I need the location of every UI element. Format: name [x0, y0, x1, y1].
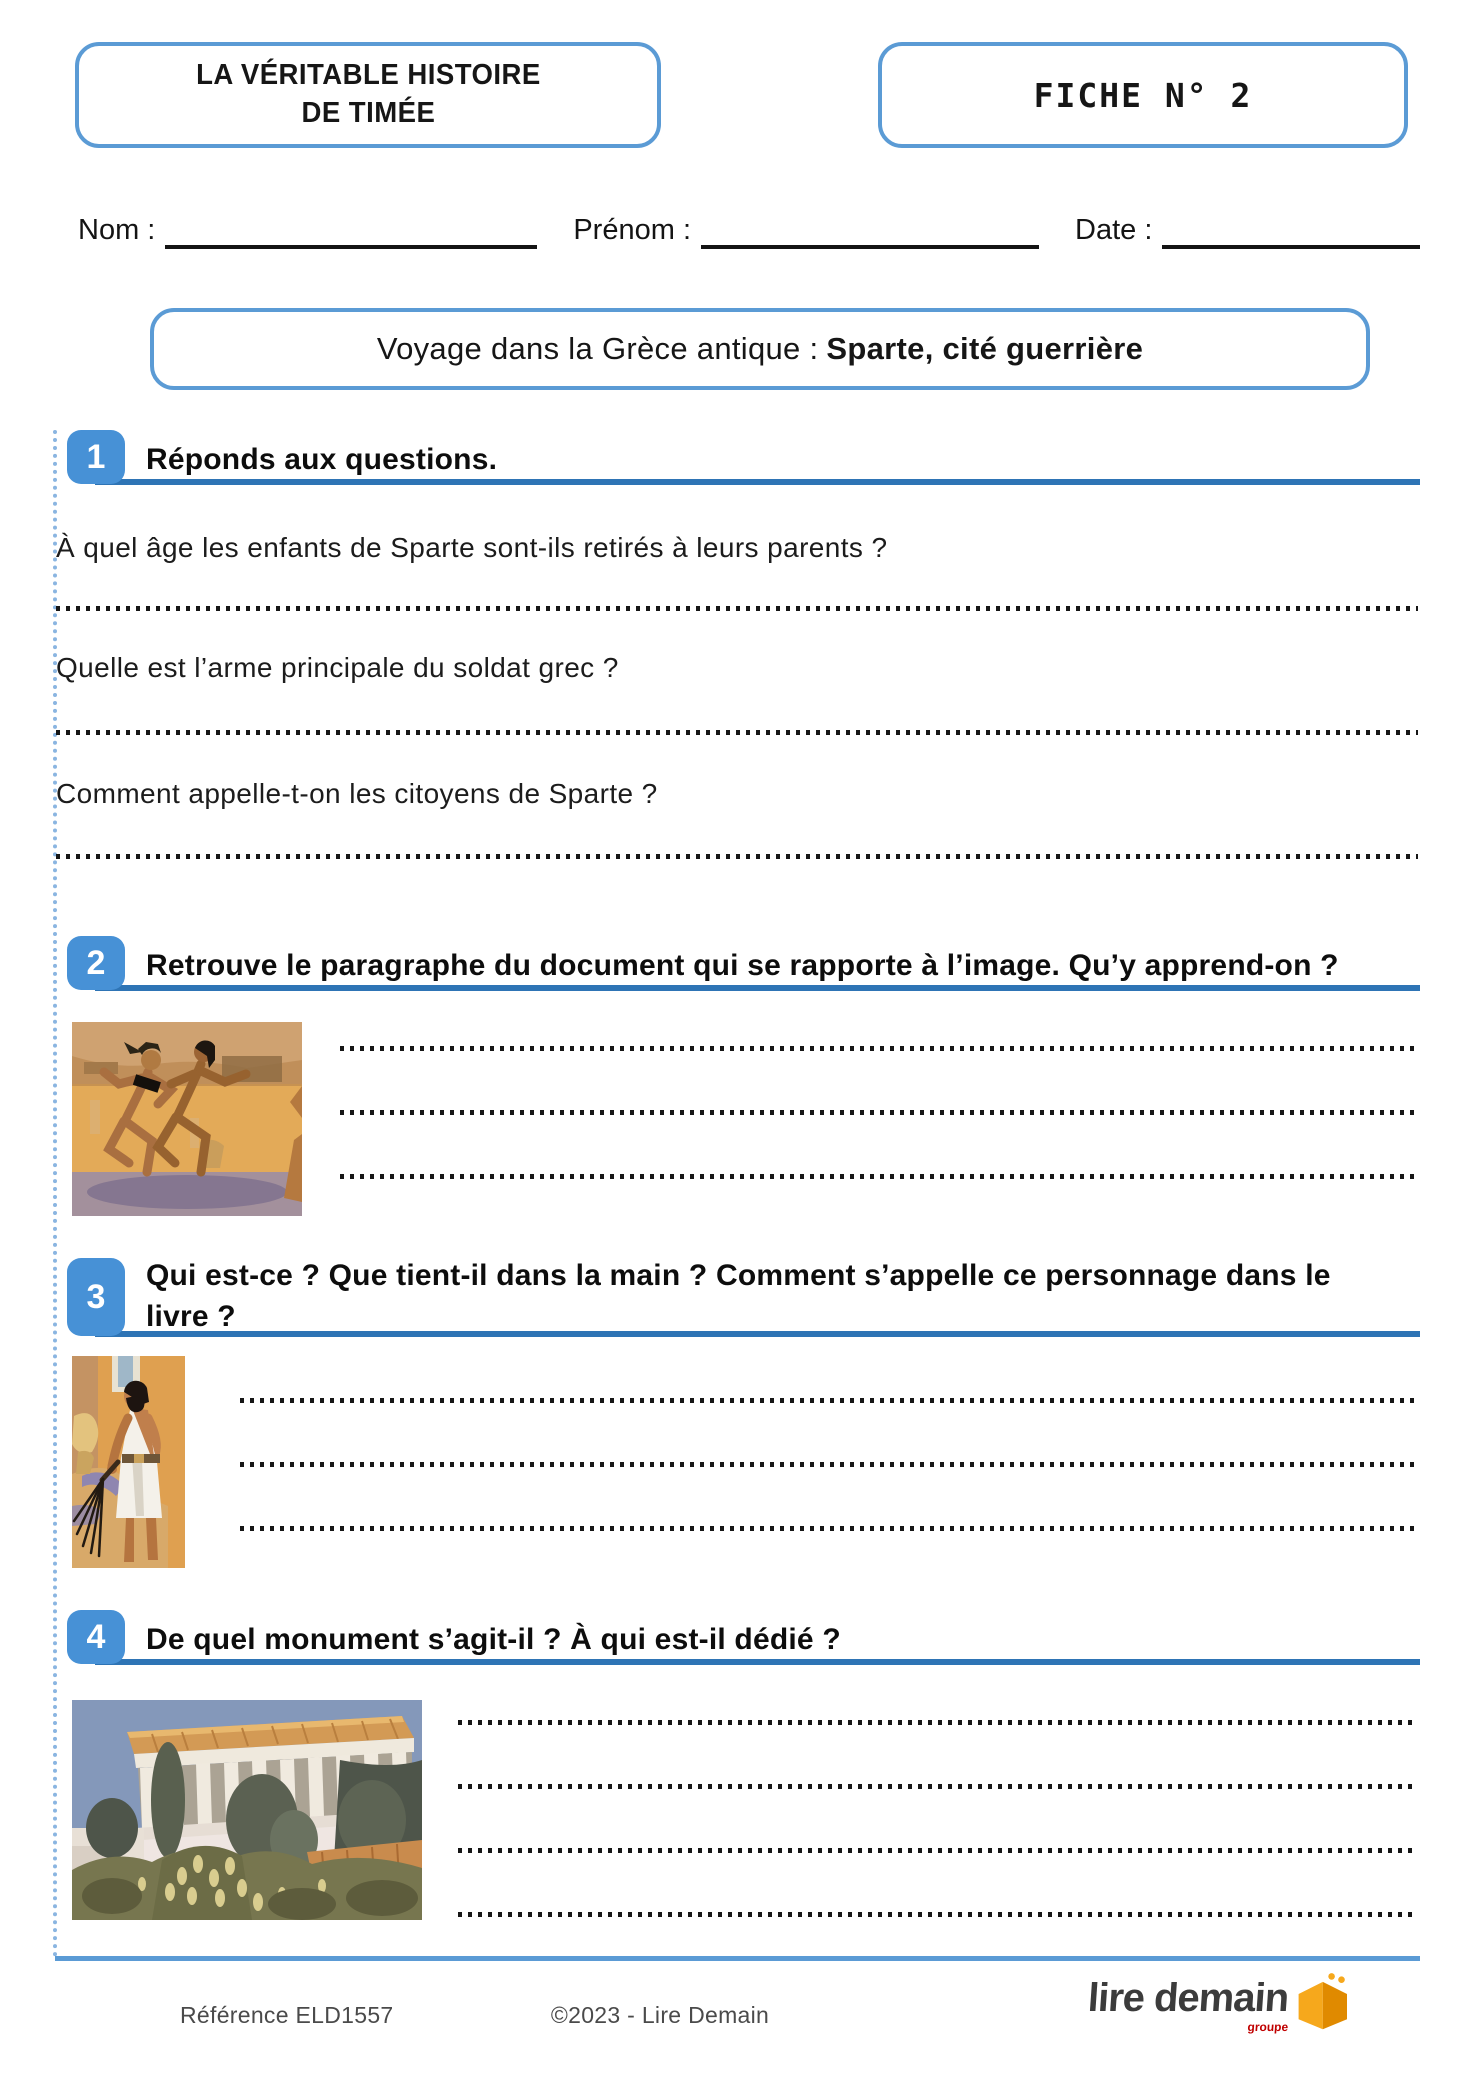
answer-line	[56, 854, 1418, 859]
worksheet-title-box	[150, 308, 1370, 390]
question-1: À quel âge les enfants de Sparte sont-ils retirés à leurs parents ?	[56, 532, 888, 563]
publisher-logo-subtext: groupe	[1247, 2020, 1289, 2034]
answer-line	[340, 1174, 1418, 1179]
date-blank-line	[1162, 215, 1420, 249]
section-4-title: De quel monument s’agit-il ? À qui est-il dédié ?	[146, 1623, 841, 1656]
prenom-blank-line	[701, 215, 1039, 249]
worksheet-title-emphasis: Sparte, cité guerrière	[826, 331, 1144, 366]
section-1-badge	[67, 430, 125, 484]
section-4-badge	[67, 1610, 125, 1664]
open-book-icon	[1292, 1972, 1358, 2038]
book-title-line2: DE TIMÉE	[301, 97, 435, 129]
answer-line	[240, 1398, 1418, 1403]
answer-line	[458, 1912, 1416, 1917]
answer-line	[240, 1462, 1418, 1467]
section-2-badge	[67, 936, 125, 990]
prenom-label: Prénom :	[573, 214, 692, 246]
answer-line	[458, 1848, 1416, 1853]
publisher-logo-text: lire demain	[1086, 1976, 1290, 2020]
book-title-line1: LA VÉRITABLE HISTOIRE	[195, 59, 541, 92]
section-3-badge	[67, 1258, 125, 1336]
answer-line	[458, 1784, 1416, 1789]
answer-line	[340, 1046, 1418, 1051]
fiche-number-label: FICHE N° 2	[1033, 75, 1253, 115]
question-2: Quelle est l’arme principale du soldat grec ?	[56, 652, 619, 683]
section-2-title: Retrouve le paragraphe du document qui se rapporte à l’image. Qu’y apprend-on ?	[146, 949, 1339, 982]
footer-divider	[55, 1956, 1420, 1961]
runners-image	[72, 1022, 302, 1216]
publisher-logo	[1088, 1978, 1358, 2038]
greek-temple-image	[72, 1700, 422, 1920]
book-title-box	[75, 42, 661, 148]
section-4-number: 4	[86, 1617, 106, 1656]
section-2-number: 2	[86, 943, 106, 982]
book-title	[196, 57, 541, 132]
footer-copyright: ©2023 - Lire Demain	[550, 2002, 770, 2028]
answer-line	[240, 1526, 1418, 1531]
fiche-number-box	[878, 42, 1408, 148]
section-3-title: Qui est-ce ? Que tient-il dans la main ? Comment s’appelle ce personnage dans le livre ?	[146, 1259, 1331, 1333]
date-label: Date :	[1075, 214, 1153, 246]
identity-row	[78, 214, 1420, 249]
answer-line	[56, 606, 1418, 611]
question-3: Comment appelle-t-on les citoyens de Sparte ?	[56, 778, 658, 809]
footer-reference: Référence ELD1557	[180, 2002, 394, 2028]
nom-label: Nom :	[78, 214, 156, 246]
section-3-number: 3	[86, 1277, 106, 1316]
section-1-title: Réponds aux questions.	[146, 443, 498, 476]
man-with-whip-image	[72, 1356, 185, 1568]
answer-line	[56, 730, 1418, 735]
worksheet-title-prefix: Voyage dans la Grèce antique :	[376, 331, 819, 366]
answer-line	[458, 1720, 1416, 1725]
section-1-number: 1	[86, 437, 106, 476]
nom-blank-line	[165, 215, 537, 249]
answer-line	[340, 1110, 1418, 1115]
